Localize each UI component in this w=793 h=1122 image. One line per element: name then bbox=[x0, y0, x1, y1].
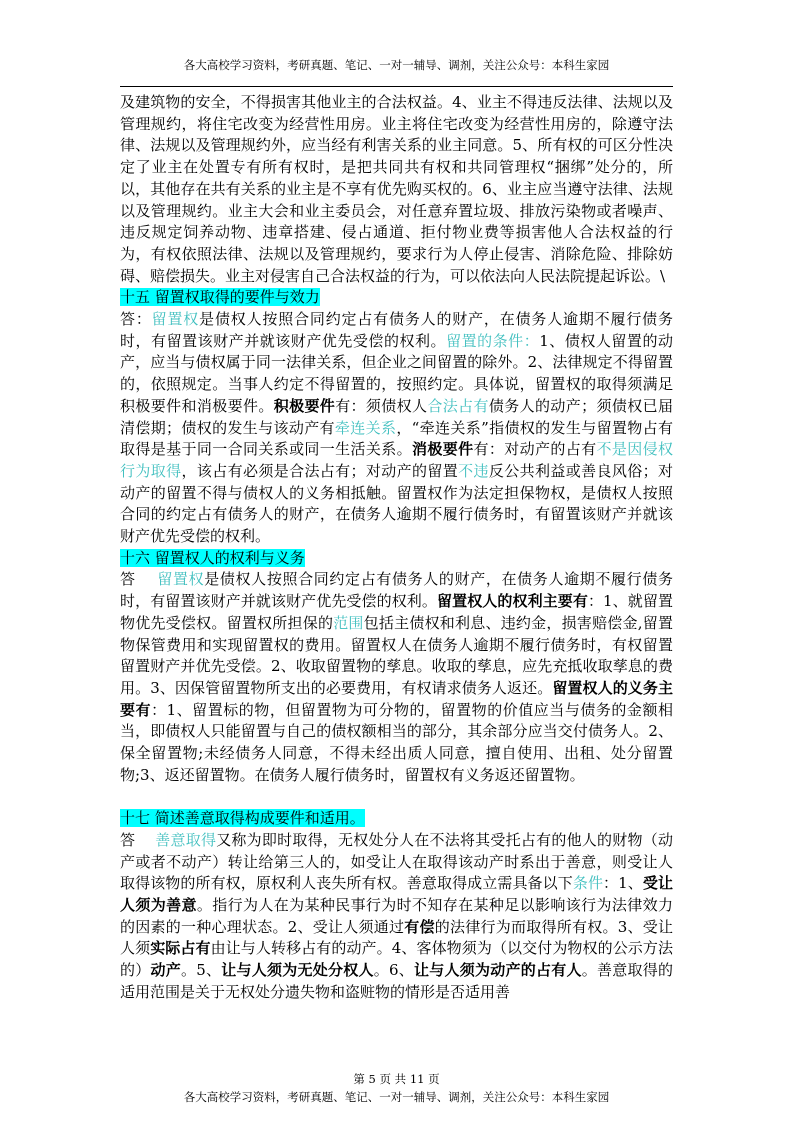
term-scope: 范围 bbox=[333, 613, 364, 632]
section-heading-16: 十六 留置权人的权利与义务 bbox=[120, 548, 305, 567]
section-17-paragraph: 答 善意取得又称为即时取得，无权处分人在不法将其受托占有的他人的财物（动产或者不动产）转让给第三人的，如受让人在取得该动产时系出于善意，则受让人取得该物的所有权，原权利人丧失所有权。善意取得成立需具备以下条件：1、受让人须为善意。指行为人在为某种民事行为时不知存在某种足以影响该行为法律效力的因素的一种心理状态。2、受让人须通过有偿的法律行为而取得所有权。3、受让人须实际占有由让与人转移占有的动产。4、客体物须为（以交付为物权的公示方法的）动产。5、让与人须为无处分权人。6、让与人须为动产的占有人。善意取得的适用范围是关于无权处分遗失物和盗赃物的情形是否适用善 bbox=[120, 830, 673, 1001]
term-connection: 牵连关系 bbox=[334, 418, 397, 437]
term-lienholder-rights: 留置权人的权利主要有 bbox=[437, 592, 588, 611]
term-negative-elements: 消极要件 bbox=[412, 440, 474, 459]
page-number: 第 5 页 共 11 页 bbox=[353, 1072, 440, 1086]
page-footer: 各大高校学习资料，考研真题、笔记、一对一辅导、调剂，关注公众号：本科生家园 bbox=[183, 1090, 610, 1104]
intro-paragraph: 及建筑物的安全，不得损害其他业主的合法权益。4、业主不得违反法律、法规以及管理规约，将住宅改变为经营性用房。业主将住宅改变为经营性用房的，除遵守法律、法规以及管理规约外，应当经有利害关系的业主同意。5、所有权的可区分性决定了业主在处置专有所有权时，是把共同共有权和共同管理权“捆绑”处分的，所以，其他存在共有关系的业主是不享有优先购买权的。6、业主应当遵守法律、法规以及管理规约。业主大会和业主委员会，对任意弃置垃圾、排放污染物或者噪声、违反规定饲养动物、违章搭建、侵占通道、拒付物业费等损害他人合法权益的行为，有权依照法律、法规以及管理规约，要求行为人停止侵害、消除危险、排除妨碍、赔偿损失。业主对侵害自己合法权益的行为，可以依法向人民法院提起诉讼。\ bbox=[120, 93, 673, 285]
header-divider bbox=[120, 86, 673, 87]
term-conditions: 条件 bbox=[572, 874, 604, 893]
term-not-by-tort: 不是因侵权行为取得 bbox=[120, 440, 673, 480]
document-body bbox=[120, 92, 673, 1004]
term-lien: 留置权 bbox=[151, 310, 200, 329]
term-lien-conditions: 留置的条件： bbox=[446, 331, 540, 350]
blank-line bbox=[120, 787, 673, 809]
section-15-paragraph: 答：留置权是债权人按照合同约定占有债务人的财产，在债务人逾期不履行债务时，有留置该财产并就该财产优先受偿的权利。留置的条件：1、债权人留置的动产，应当与债权属于同一法律关系，但企业之间留置的除外。2、法律规定不得留置的，依照规定。当事人约定不得留置的，按照约定。具体说，留置权的取得须满足积极要件和消极要件。积极要件有：须债权人合法占有债务人的动产；须债权已届清偿期；债权的发生与该动产有牵连关系，“牵连关系”指债权的发生与留置物占有取得是基于同一合同关系或同一生活关系。消极要件有：对动产的占有不是因侵权行为取得，该占有必须是合法占有；对动产的留置不违反公共利益或善良风俗；对动产的留置不得与债权人的义务相抵触。留置权作为法定担保物权，是债权人按照合同的约定占有债务人的财产，在债务人逾期不履行债务时，有留置该财产并就该财产优先受偿的权利。 bbox=[120, 310, 673, 546]
term-lien: 留置权 bbox=[157, 570, 205, 589]
section-16-paragraph: 答 留置权是债权人按照合同约定占有债务人的财产，在债务人逾期不履行债务时，有留置该财产并就该财产优先受偿的权利。留置权人的权利主要有：1、就留置物优先受偿权。留置权所担保的范围包括主债权和利息、违约金，损害赔偿金,留置物保管费用和实现留置权的费用。留置权人在债务人逾期不履行债务时，有权留置留置财产并优先受偿。2、收取留置物的孳息。收取的孳息，应先充抵收取孳息的费用。3、因保管留置物所支出的必要费用，有权请求债务人返还。留置权人的义务主要有：1、留置标的物，但留置物为可分物的，留置物的价值应当与债务的金额相当，即债权人只能留置与自己的债权额相当的部分，其余部分应当交付债务人。2、保全留置物;未经债务人同意，不得未经出质人同意，擅自使用、出租、处分留置物;3、返还留置物。在债务人履行债务时，留置权有义务返还留置物。 bbox=[120, 570, 673, 784]
section-heading-15: 十五 留置权取得的要件与效力 bbox=[120, 288, 320, 307]
term-lawful-possession: 合法占有 bbox=[427, 396, 489, 415]
page-header: 各大高校学习资料，考研真题、笔记、一对一辅导、调剂，关注公众号：本科生家园 bbox=[183, 58, 610, 72]
term-not-violate: 不违 bbox=[458, 461, 489, 480]
term-positive-elements: 积极要件 bbox=[273, 396, 336, 415]
term-good-faith-acquisition: 善意取得 bbox=[155, 830, 217, 849]
section-heading-17: 十七 简述善意取得构成要件和适用。 bbox=[120, 809, 365, 828]
term-lienholder-duties: 留置权人的义务主要有 bbox=[120, 678, 673, 719]
